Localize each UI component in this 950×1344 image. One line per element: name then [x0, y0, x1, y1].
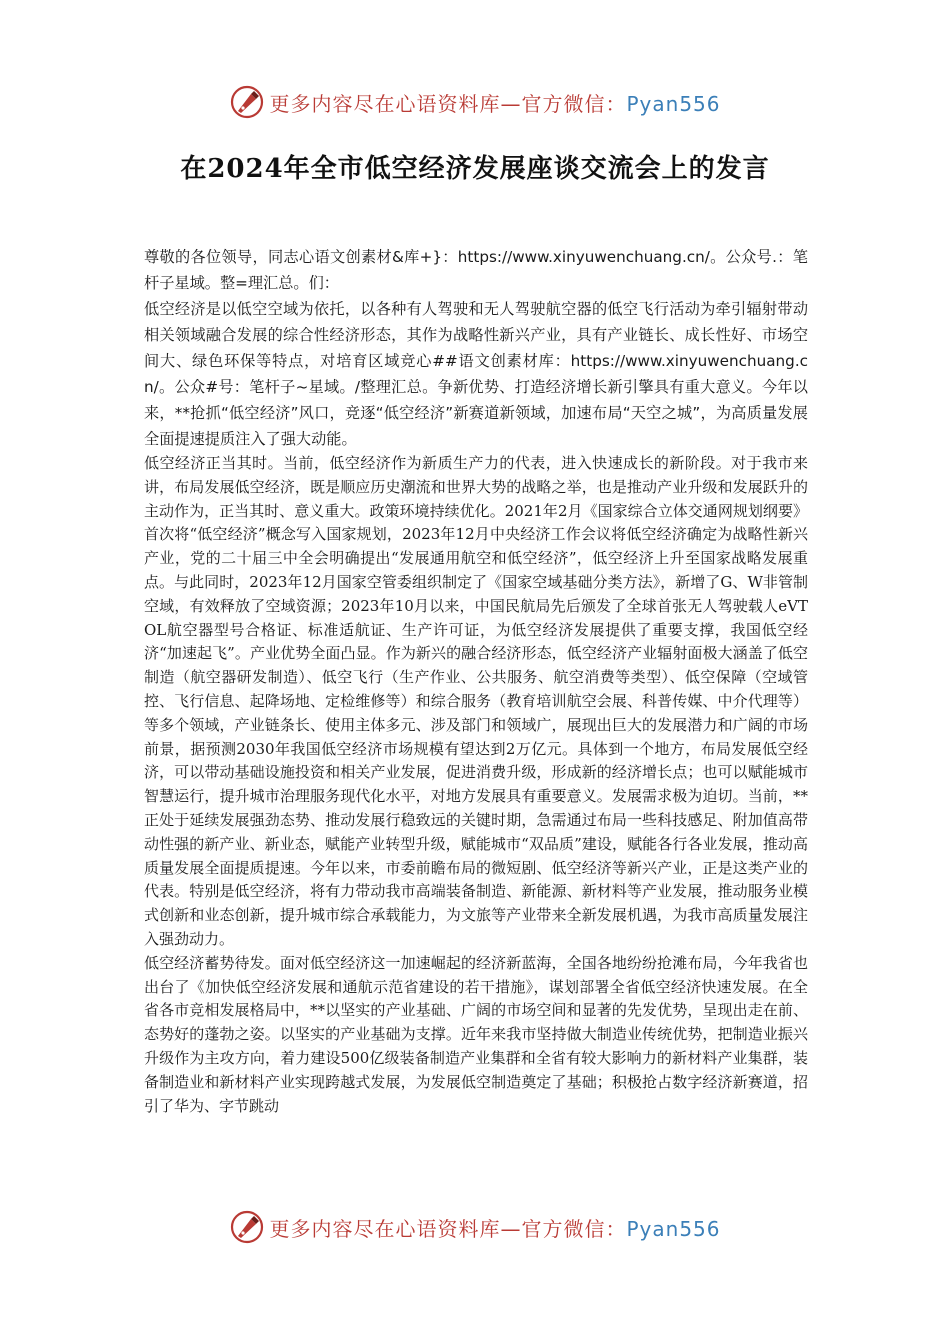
- footer-watermark-banner: [0, 1207, 950, 1247]
- paragraph-body-2: 低空经济蓄势待发。面对低空经济这一加速崛起的经济新蓝海，全国各地纷纷抢滩布局，今年我省也出台了《加快低空经济发展和通航示范省建设的若干措施》，谋划部署全省低空经济快速发展。在全省各市竞相发展格局中，**以坚实的产业基础、广阔的市场空间和显著的先发优势，呈现出走在前、态势好的蓬勃之姿。以坚实的产业基础为支撑。近年来我市坚持做大制造业传统优势，把制造业振兴升级作为主攻方向，着力建设500亿级装备制造产业集群和全省有较大影响力的新材料产业集群，装备制造业和新材料产业实现跨越式发展，为发展低空制造奠定了基础；积极抢占数字经济新赛道，招引了华为、字节跳动: [144, 953, 808, 1115]
- paragraph-salutation: 尊敬的各位领导，同志心语文创素材&库+}：https://www.xinyuwenchuang.cn/。公众号.：笔杆子星域。整=理汇总。们：: [144, 248, 808, 292]
- document-body: [144, 244, 808, 1118]
- banner-wechat-id: Pyan556: [626, 1216, 721, 1241]
- banner-main-text: 更多内容尽在心语资料库—官方微信：: [269, 91, 627, 116]
- banner-main-text: 更多内容尽在心语资料库—官方微信：: [269, 1216, 627, 1241]
- banner-text: [269, 88, 720, 117]
- header-watermark-banner: [0, 82, 950, 122]
- pen-nib-logo-icon: [229, 1209, 265, 1245]
- banner-text: [269, 1213, 720, 1242]
- pen-nib-logo-icon: [229, 84, 265, 120]
- paragraph-body-1: 低空经济正当其时。当前，低空经济作为新质生产力的代表，进入快速成长的新阶段。对于我市来讲，布局发展低空经济，既是顺应历史潮流和世界大势的战略之举，也是推动产业升级和发展跃升的主动作为，正当其时、意义重大。政策环境持续优化。2021年2月《国家综合立体交通网规划纲要》首次将“低空经济”概念写入国家规划，2023年12月中央经济工作会议将低空经济确定为战略性新兴产业，党的二十届三中全会明确提出“发展通用航空和低空经济”，低空经济上升至国家战略发展重点。与此同时，2023年12月国家空管委组织制定了《国家空域基础分类方法》，新增了G、W非管制空域，有效释放了空域资源；2023年10月以来，中国民航局先后颁发了全球首张无人驾驶载人eVTOL航空器型号合格证、标准适航证、生产许可证，为低空经济发展提供了重要支撑，我国低空经济“加速起飞”。产业优势全面凸显。作为新兴的融合经济形态，低空经济产业辐射面极大涵盖了低空制造（航空器研发制造）、低空飞行（生产作业、公共服务、航空消费等类型）、低空保障（空域管控、飞行信息、起降场地、定检维修等）和综合服务（教育培训航空会展、科普传媒、中介代理等）等多个领域，产业链条长、使用主体多元、涉及部门和领域广，展现出巨大的发展潜力和广阔的市场前景，据预测2030年我国低空经济市场规模有望达到2万亿元。具体到一个地方，布局发展低空经济，可以带动基础设施投资和相关产业发展，促进消费升级，形成新的经济增长点；也可以赋能城市智慧运行，提升城市治理服务现代化水平，对地方发展具有重要意义。发展需求极为迫切。当前，**正处于延续发展强劲态势、推动发展行稳致远的关键时期，急需通过布局一些科技感足、附加值高带动性强的新产业、新业态，赋能产业转型升级，赋能城市“双品质”建设，赋能各行各业发展，推动高质量发展全面提质提速。今年以来，市委前瞻布局的微短剧、低空经济等新兴产业，正是这类产业的代表。特别是低空经济，将有力带动我市高端装备制造、新能源、新材料等产业发展，推动服务业模式创新和业态创新，提升城市综合承载能力，为文旅等产业带来全新发展机遇，为我市高质量发展注入强劲动力。: [144, 454, 808, 948]
- banner-wechat-id: Pyan556: [626, 91, 721, 116]
- paragraph-intro: 低空经济是以低空空域为依托，以各种有人驾驶和无人驾驶航空器的低空飞行活动为牵引辐射带动相关领域融合发展的综合性经济形态，其作为战略性新兴产业，具有产业链长、成长性好、市场空间大、绿色环保等特点，对培育区域竞心##语文创素材库：https://www.xinyuwenchuang.cn/。公众#号：笔杆子~星域。/整理汇总。争新优势、打造经济增长新引擎具有重大意义。今年以来，**抢抓“低空经济”风口，竞逐“低空经济”新赛道新领域，加速布局“天空之城”，为高质量发展全面提速提质注入了强大动能。: [144, 300, 808, 448]
- document-title: 在2024年全市低空经济发展座谈交流会上的发言: [180, 154, 770, 184]
